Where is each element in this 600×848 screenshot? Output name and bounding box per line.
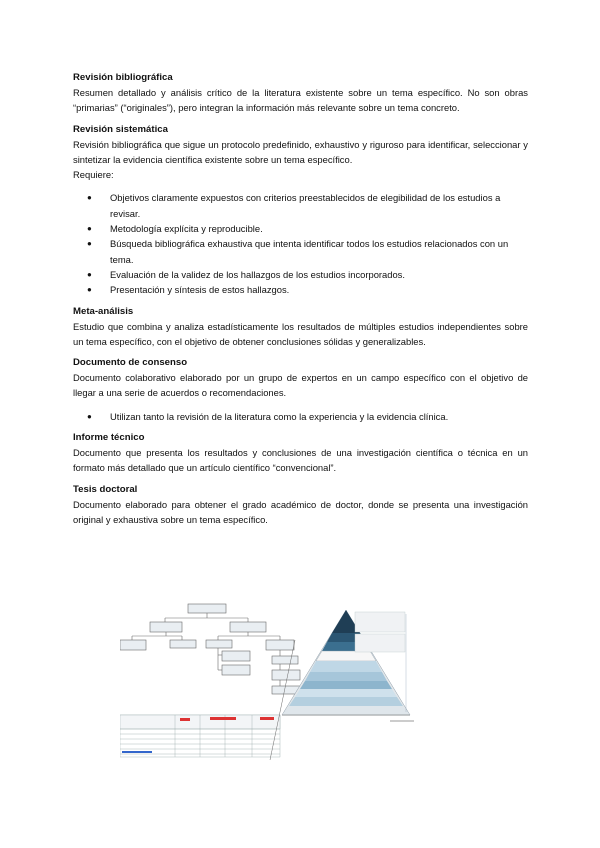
bullet-list <box>73 190 528 297</box>
section-title: Revisión bibliográfica <box>73 72 173 83</box>
section-revision-sistematica <box>73 122 528 298</box>
section-paragraph: Estudio que combina y analiza estadísticamente los resultados de múltiples estudios independientes sobre un tema específico, con el objetivo de obtener conclusiones sólidas y generalizables. <box>73 320 528 347</box>
section-title: Revisión sistemática <box>73 123 168 135</box>
bullet-item: ● Evaluación de la validez de los hallazgos de los estudios incorporados. <box>73 267 528 282</box>
section-documento-consenso <box>73 355 528 424</box>
bullet-item: ● Presentación y síntesis de estos hallazgos. <box>73 282 528 297</box>
section-title: Documento de consenso <box>73 357 188 369</box>
section-informe-tecnico <box>73 430 528 476</box>
section-title: Meta-análisis <box>73 305 134 317</box>
study-comparison-table <box>120 715 280 757</box>
section-paragraph: Revisión bibliográfica que sigue un protocolo predefinido, exhaustivo y riguroso para identificar, seleccionar y sintetizar la evidencia científica existente sobre un tema específico. <box>73 138 528 165</box>
section-paragraph: Resumen detallado y análisis crítico de la literatura existente sobre un tema específico. No son obras “primarias” (“originales”), pero integran la información más relevante sobre un tema concreto. <box>73 87 528 114</box>
bullet-item: ● Utilizan tanto la revisión de la literatura como la experiencia y la evidencia clínica. <box>73 409 528 424</box>
section-paragraph: Documento colaborativo elaborado por un grupo de expertos en un campo específico con el objetivo de llegar a una serie de acuerdos o recomendaciones. <box>73 372 528 399</box>
section-paragraph: Documento elaborado para obtener el grado académico de doctor, donde se presenta una investigación original y exhaustiva sobre un tema específico. <box>73 498 528 525</box>
section-paragraph: Requiere: <box>73 169 114 181</box>
section-title: Informe técnico <box>73 432 145 444</box>
section-paragraph: Documento que presenta los resultados y conclusiones de una investigación científica o técnica en un formato más detallado que un artículo científico “convencional”. <box>73 447 528 474</box>
document-body <box>73 70 528 533</box>
figure-graphics <box>120 600 440 760</box>
bullet-item: ● Búsqueda bibliográfica exhaustiva que intenta identificar todos los estudios relacionados con un tema. <box>73 236 528 267</box>
section-meta-analisis <box>73 304 528 350</box>
bullet-list <box>73 409 528 424</box>
section-revision-bibliografica <box>73 70 528 116</box>
section-tesis-doctoral <box>73 482 528 528</box>
evidence-pyramid-diagram <box>270 610 414 760</box>
section-title: Tesis doctoral <box>73 483 138 495</box>
study-design-tree-diagram <box>120 604 300 694</box>
bullet-item: ● Objetivos claramente expuestos con criterios preestablecidos de elegibilidad de los estudios a revisar. <box>73 190 528 221</box>
bullet-item: ● Metodología explícita y reproducible. <box>73 221 528 236</box>
figures <box>120 600 440 760</box>
